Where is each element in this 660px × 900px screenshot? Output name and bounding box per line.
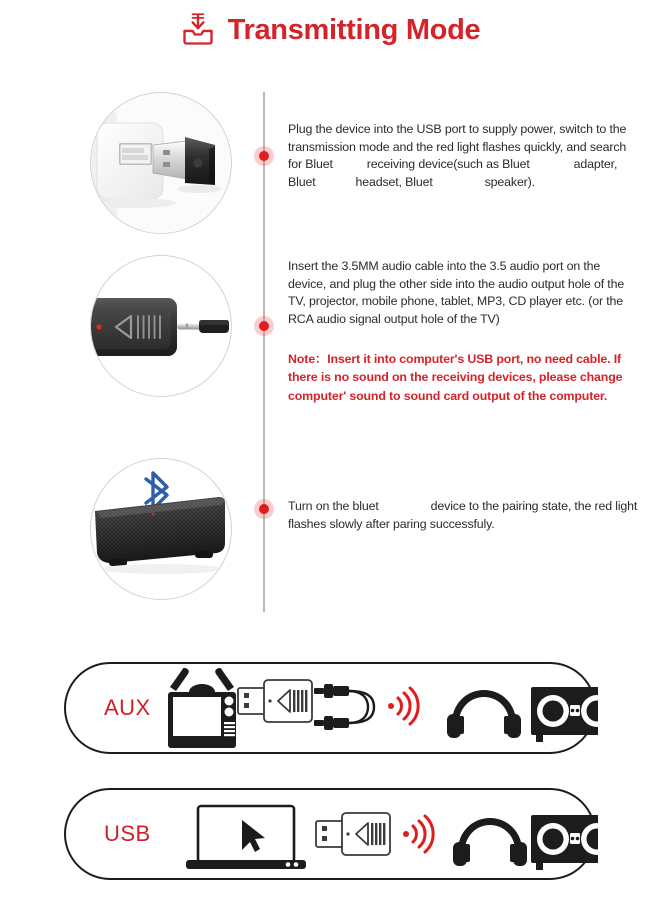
note-block bbox=[288, 350, 640, 405]
panel-aux bbox=[64, 662, 596, 754]
rca-y-cable-icon bbox=[314, 684, 374, 730]
note-text: Insert it into computer's USB port, no need cable. If there is no sound on the receiving devices, please change computer' sound to sound card output of the computer. bbox=[288, 352, 623, 403]
tv-icon bbox=[168, 668, 236, 748]
headphones-icon bbox=[447, 690, 521, 738]
step-1-text-part-1: Plug the device into the USB port to supply power, switch to the transmission mode and the red light flashes quickly, and search for Bluet bbox=[288, 122, 627, 172]
wireless-signal-icon bbox=[403, 816, 433, 852]
panel-aux-label: AUX bbox=[104, 695, 151, 720]
speaker-icon bbox=[531, 815, 598, 870]
timeline-dot-3 bbox=[254, 499, 274, 519]
step-1-text-part-4: headset, Bluet bbox=[355, 174, 433, 189]
panel-usb bbox=[64, 788, 596, 880]
step-3-text-part-1: Turn on the bluet bbox=[288, 499, 379, 513]
step-3-text-part-2: device to the pairing state, the red light flashes slowly after paring successfuly. bbox=[288, 499, 638, 531]
timeline-line bbox=[263, 92, 265, 612]
note-label: Note： bbox=[288, 352, 328, 366]
step-image-aux-cable bbox=[90, 255, 232, 397]
step-1-text-part-3: adapter, Bluet bbox=[288, 157, 618, 189]
headphones-icon bbox=[453, 818, 527, 866]
panel-usb-label: USB bbox=[104, 821, 151, 846]
step-3-text bbox=[288, 498, 640, 533]
page-header bbox=[0, 6, 660, 54]
timeline-dot-2 bbox=[254, 316, 274, 336]
download-tray-icon bbox=[180, 12, 216, 48]
step-1-text-part-2: receiving device(such as Bluet bbox=[366, 157, 530, 172]
cursor-icon bbox=[242, 820, 265, 852]
usb-dongle-icon bbox=[238, 680, 312, 722]
speaker-icon bbox=[531, 687, 598, 742]
step-1-text-part-5: speaker). bbox=[484, 174, 535, 189]
step-1-text bbox=[288, 121, 640, 191]
timeline-dot-1 bbox=[254, 146, 274, 166]
step-image-pairing-speaker bbox=[90, 458, 232, 600]
wireless-signal-icon bbox=[388, 688, 418, 724]
step-2-text: Insert the 3.5MM audio cable into the 3.5 audio port on the device, and plug the other side into the audio output hole of the TV, projector, mobile phone, tablet, MP3, CD player etc. (or the RCA audio signal output hole of the TV) bbox=[288, 259, 625, 326]
laptop-icon bbox=[186, 806, 306, 869]
usb-dongle-icon bbox=[316, 813, 390, 855]
step-image-usb-power bbox=[90, 92, 232, 234]
page-title: Transmitting Mode bbox=[227, 13, 481, 46]
